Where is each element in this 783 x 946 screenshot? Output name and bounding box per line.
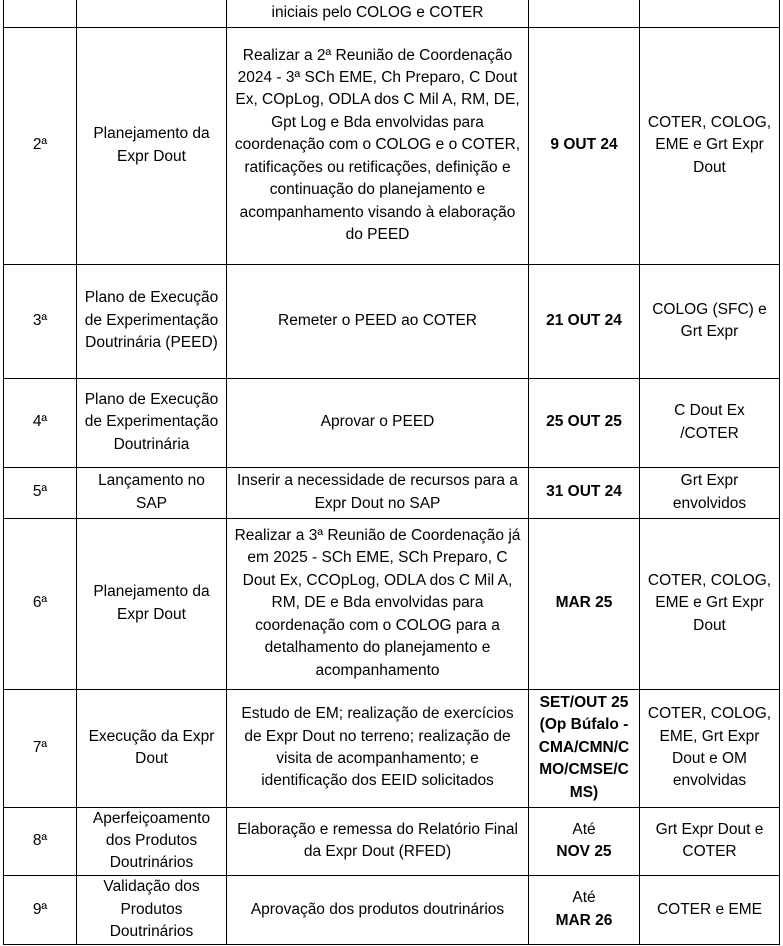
stage-cell: 8ª: [4, 807, 77, 875]
schedule-table: [3, 0, 780, 945]
date-line: MO/CMSE/C: [539, 761, 629, 779]
table-row: [4, 0, 780, 27]
date-line: MS): [569, 783, 599, 801]
activity-cell: Aprovação dos produtos doutrinários: [227, 875, 529, 944]
table-row: [4, 264, 780, 378]
stage-cell: 3ª: [4, 264, 77, 378]
activity-cell: Remeter o PEED ao COTER: [227, 264, 529, 378]
responsible-cell: COLOG (SFC) e Grt Expr: [640, 264, 780, 378]
date-prefix: Até: [572, 889, 596, 907]
responsible-cell: Grt Expr envolvidos: [640, 467, 780, 518]
table-row: [4, 518, 780, 689]
activity-cell: Aprovar o PEED: [227, 378, 529, 467]
date-line: CMA/CMN/C: [538, 738, 630, 756]
table-row: [4, 875, 780, 944]
activity-cell: Realizar a 3ª Reunião de Coordenação já em 2025 - SCh EME, SCh Preparo, C Dout Ex, CCOpLog, ODLA dos C Mil A, RM, DE e Bda envolvidas para coordenação com o COLOG para a detalhamento do planejamento e acompanhamento: [227, 518, 529, 689]
responsible-cell: COTER, COLOG, EME e Grt Expr Dout: [640, 518, 780, 689]
activity-cell: Estudo de EM; realização de exercícios de Expr Dout no terreno; realização de visita de acompanhamento; e identificação dos EEID solicitados: [227, 689, 529, 807]
stage-cell: 6ª: [4, 518, 77, 689]
date-cell: 25 OUT 25: [529, 378, 640, 467]
date-cell: [529, 689, 640, 807]
activity-cell: Inserir a necessidade de recursos para a Expr Dout no SAP: [227, 467, 529, 518]
responsible-cell: COTER, COLOG, EME e Grt Expr Dout: [640, 27, 780, 264]
activity-cell: Elaboração e remessa do Relatório Final da Expr Dout (RFED): [227, 807, 529, 875]
activity-cell: iniciais pelo COLOG e COTER: [227, 0, 529, 27]
date-cell: MAR 25: [529, 518, 640, 689]
stage-cell: 9ª: [4, 875, 77, 944]
date-cell: [529, 807, 640, 875]
table-row: [4, 807, 780, 875]
phase-cell: Plano de Execução de Experimentação Doutrinária: [77, 378, 227, 467]
responsible-cell: COTER e EME: [640, 875, 780, 944]
table-row: [4, 689, 780, 807]
responsible-cell: Grt Expr Dout e COTER: [640, 807, 780, 875]
table-row: [4, 27, 780, 264]
responsible-cell: C Dout Ex /COTER: [640, 378, 780, 467]
table-row: [4, 378, 780, 467]
stage-cell: 7ª: [4, 689, 77, 807]
date-line: SET/OUT 25: [539, 693, 629, 711]
date-value: NOV 25: [556, 843, 612, 861]
date-cell: 9 OUT 24: [529, 27, 640, 264]
date-value: MAR 26: [555, 911, 613, 929]
date-cell: 21 OUT 24: [529, 264, 640, 378]
date-cell: 31 OUT 24: [529, 467, 640, 518]
responsible-cell: [640, 0, 780, 27]
phase-cell: Aperfeiçoamento dos Produtos Doutrinários: [77, 807, 227, 875]
responsible-cell: COTER, COLOG, EME, Grt Expr Dout e OM envolvidas: [640, 689, 780, 807]
date-cell: [529, 875, 640, 944]
date-cell: [529, 0, 640, 27]
phase-cell: Validação dos Produtos Doutrinários: [77, 875, 227, 944]
stage-cell: [4, 0, 77, 27]
phase-cell: Plano de Execução de Experimentação Doutrinária (PEED): [77, 264, 227, 378]
phase-cell: Planejamento da Expr Dout: [77, 27, 227, 264]
phase-cell: Planejamento da Expr Dout: [77, 518, 227, 689]
date-line: (Op Búfalo -: [539, 716, 629, 734]
phase-cell: [77, 0, 227, 27]
activity-cell: Realizar a 2ª Reunião de Coordenação 2024 - 3ª SCh EME, Ch Preparo, C Dout Ex, COpLog, ODLA dos C Mil A, RM, DE, Gpt Log e Bda envolvidas para coordenação com o COLOG e o COTER, ratificações ou retificações, definição e continuação do planejamento e acompanhamento visando à elaboração do PEED: [227, 27, 529, 264]
date-prefix: Até: [572, 820, 596, 838]
stage-cell: 5ª: [4, 467, 77, 518]
phase-cell: Lançamento no SAP: [77, 467, 227, 518]
stage-cell: 2ª: [4, 27, 77, 264]
table-row: [4, 467, 780, 518]
stage-cell: 4ª: [4, 378, 77, 467]
phase-cell: Execução da Expr Dout: [77, 689, 227, 807]
